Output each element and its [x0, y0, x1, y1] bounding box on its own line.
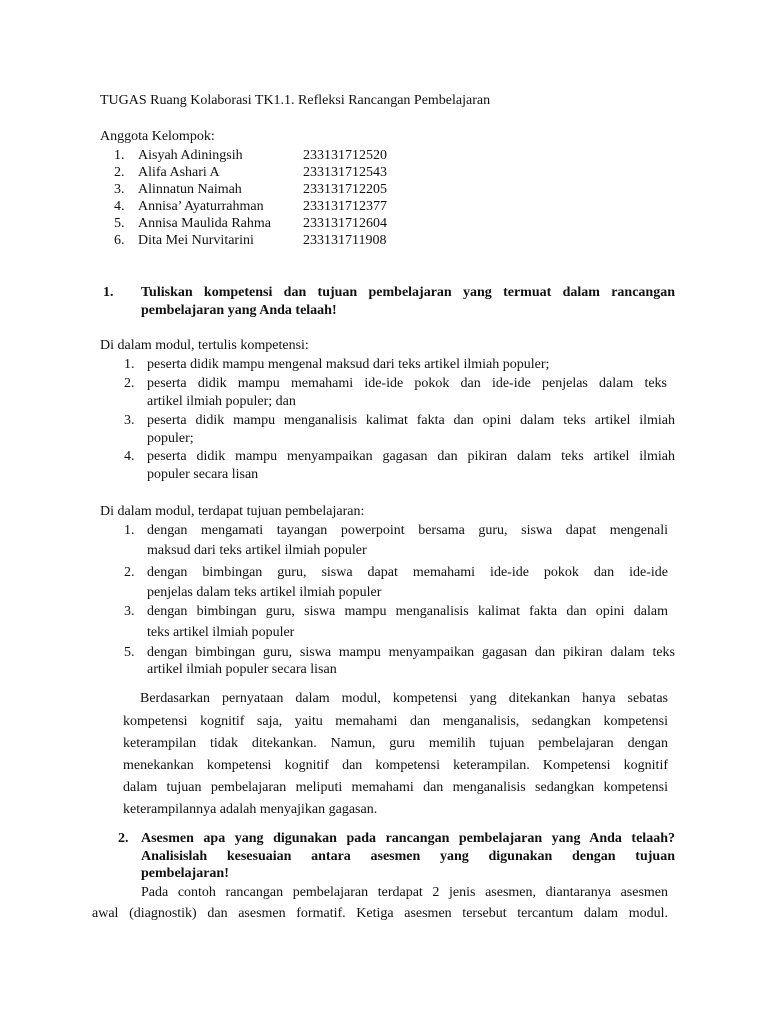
- member-number: 4.: [114, 199, 125, 214]
- analysis-line: keterampilannya adalah menyajikan gagasan.: [123, 802, 378, 817]
- question-1-line: Tuliskan kompetensi dan tujuan pembelajaran yang termuat dalam rancangan: [141, 285, 675, 300]
- member-id: 233131711908: [303, 233, 387, 248]
- member-id: 233131712377: [303, 199, 387, 214]
- analysis-line: Berdasarkan pernyataan dalam modul, kompetensi yang ditekankan hanya sebatas: [140, 691, 668, 706]
- answer-2-line: awal (diagnostik) dan asesmen formatif. Ketiga asesmen tersebut tercantum dalam modul.: [92, 906, 668, 921]
- objective-number: 5.: [124, 645, 135, 660]
- analysis-line: menekankan kompetensi kognitif dan kompetensi keterampilan. Kompetensi kognitif: [123, 758, 668, 773]
- member-number: 3.: [114, 182, 125, 197]
- objective-text: dengan bimbingan guru, siswa dapat memahami ide-ide pokok dan ide-ide: [147, 565, 668, 580]
- competency-text: artikel ilmiah populer; dan: [147, 394, 296, 409]
- question-2-line: Asesmen apa yang digunakan pada rancangan pembelajaran yang Anda telaah?: [141, 831, 675, 846]
- member-row: [100, 147, 420, 164]
- member-row: [100, 232, 420, 249]
- competency-text: populer;: [147, 431, 194, 446]
- question-1-number: 1.: [103, 285, 114, 300]
- competency-text: peserta didik mampu memahami ide-ide pokok dan ide-ide penjelas dalam teks: [147, 376, 667, 391]
- objective-text: penjelas dalam teks artikel ilmiah populer: [147, 585, 382, 600]
- member-name: Aisyah Adiningsih: [138, 148, 243, 163]
- member-id: 233131712205: [303, 182, 387, 197]
- analysis-line: keterampilan tidak ditekankan. Namun, guru memilih tujuan pembelajaran dengan: [123, 736, 668, 751]
- competency-number: 3.: [124, 413, 135, 428]
- question-2-number: 2.: [118, 831, 129, 846]
- question-2-line: pembelajaran!: [141, 866, 229, 881]
- analysis-line: kompetensi kognitif saja, yaitu memahami dan menganalisis, sedangkan kompetensi: [123, 714, 668, 729]
- member-name: Annisa’ Ayaturrahman: [138, 199, 264, 214]
- member-number: 2.: [114, 165, 125, 180]
- competency-text: populer secara lisan: [147, 467, 259, 482]
- objective-number: 2.: [124, 565, 135, 580]
- objective-number: 3.: [124, 604, 135, 619]
- objective-text: maksud dari teks artikel ilmiah populer: [147, 543, 367, 558]
- objective-number: 1.: [124, 523, 135, 538]
- question-2-line: Analisislah kesesuaian antara asesmen yang digunakan dengan tujuan: [141, 849, 675, 864]
- answer-2-line: Pada contoh rancangan pembelajaran terdapat 2 jenis asesmen, diantaranya asesmen: [141, 885, 668, 900]
- competency-number: 1.: [124, 357, 135, 372]
- member-name: Alifa Ashari A: [138, 165, 220, 180]
- competency-text: peserta didik mampu menganalisis kalimat fakta dan opini dalam teks artikel ilmiah: [147, 413, 675, 428]
- competency-number: 4.: [124, 449, 135, 464]
- competency-text: peserta didik mampu menyampaikan gagasan dan pikiran dalam teks artikel ilmiah: [147, 449, 675, 464]
- member-id: 233131712543: [303, 165, 387, 180]
- objectives-intro: Di dalam modul, terdapat tujuan pembelajaran:: [100, 504, 365, 519]
- objective-text: artikel ilmiah populer secara lisan: [147, 662, 337, 677]
- member-id: 233131712520: [303, 148, 387, 163]
- member-number: 6.: [114, 233, 125, 248]
- member-name: Annisa Maulida Rahma: [138, 216, 271, 231]
- member-row: [100, 215, 420, 232]
- competency-text: peserta didik mampu mengenal maksud dari teks artikel ilmiah populer;: [147, 357, 550, 372]
- member-number: 5.: [114, 216, 125, 231]
- question-1-line: pembelajaran yang Anda telaah!: [141, 303, 337, 318]
- document-title: TUGAS Ruang Kolaborasi TK1.1. Refleksi Rancangan Pembelajaran: [100, 93, 491, 108]
- member-row: [100, 164, 420, 181]
- member-row: [100, 198, 420, 215]
- competency-number: 2.: [124, 376, 135, 391]
- member-name: Dita Mei Nurvitarini: [138, 233, 254, 248]
- objective-text: teks artikel ilmiah populer: [147, 625, 295, 640]
- objective-text: dengan bimbingan guru, siswa mampu menganalisis kalimat fakta dan opini dalam: [147, 604, 668, 619]
- member-number: 1.: [114, 148, 125, 163]
- group-label: Anggota Kelompok:: [100, 129, 215, 144]
- member-id: 233131712604: [303, 216, 387, 231]
- analysis-line: dalam tujuan pembelajaran meliputi memahami dan menganalisis sedangkan kompetensi: [123, 780, 668, 795]
- competencies-intro: Di dalam modul, tertulis kompetensi:: [100, 338, 309, 353]
- member-name: Alinnatun Naimah: [138, 182, 242, 197]
- member-row: [100, 181, 420, 198]
- objective-text: dengan bimbingan guru, siswa mampu menyampaikan gagasan dan pikiran dalam teks: [147, 645, 675, 660]
- objective-text: dengan mengamati tayangan powerpoint bersama guru, siswa dapat mengenali: [147, 523, 668, 538]
